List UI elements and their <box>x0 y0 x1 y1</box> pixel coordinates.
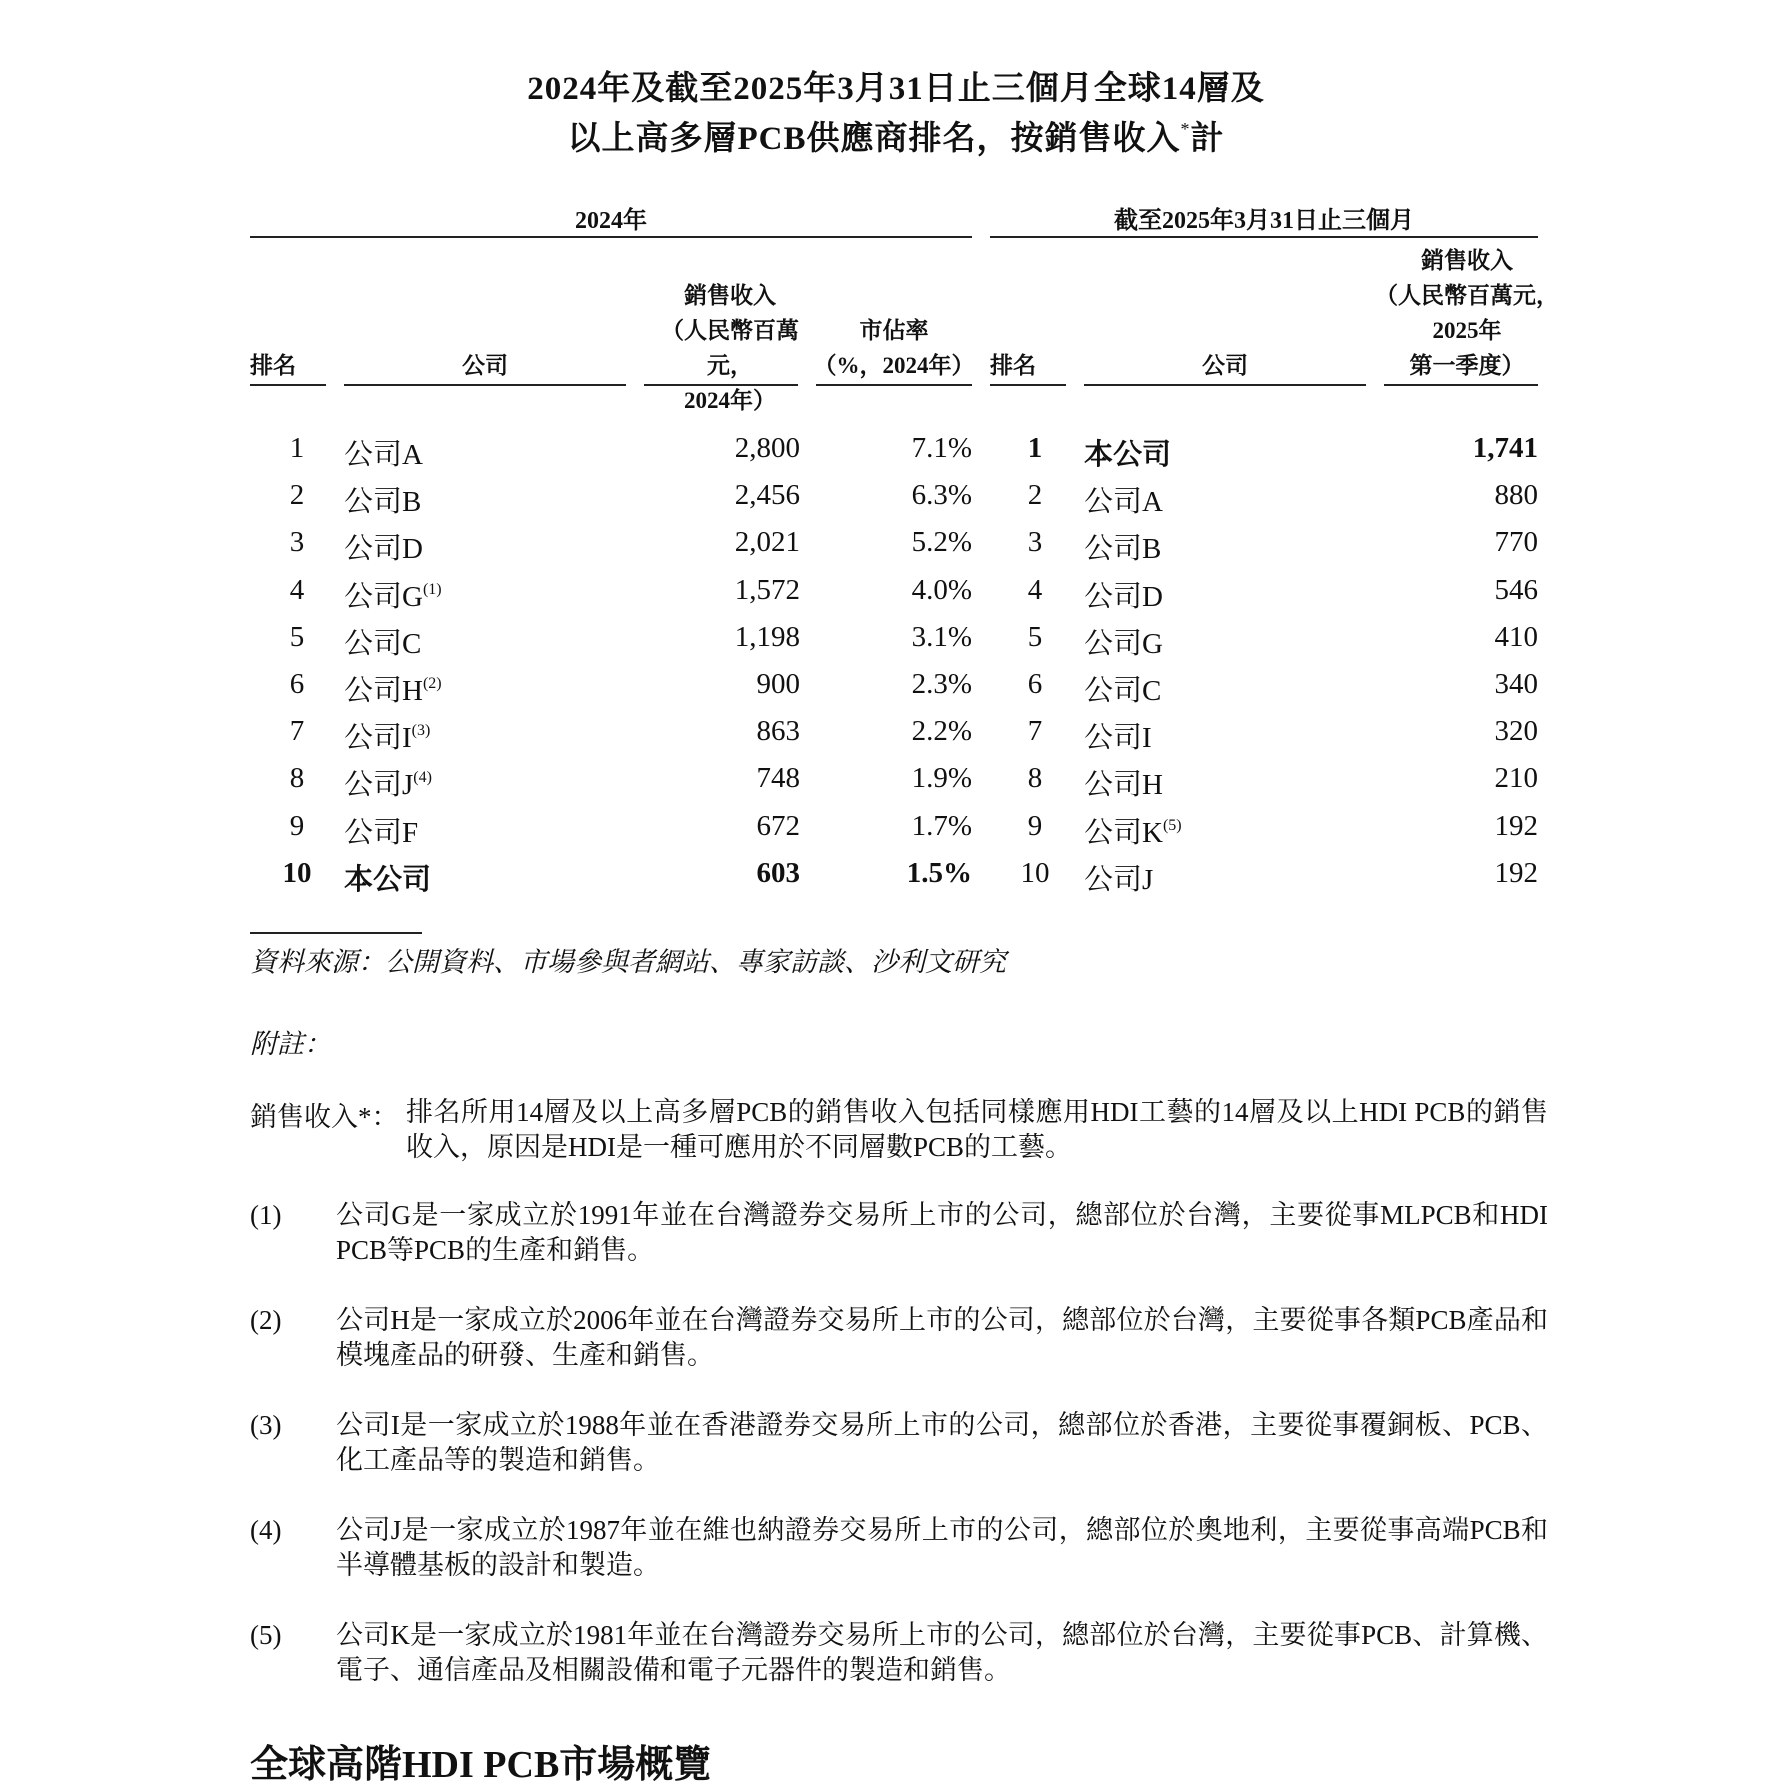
table-row <box>0 857 1792 903</box>
revenue-2024-text: 2,800 <box>734 432 800 464</box>
market-share-2024-text: 6.3% <box>911 479 972 512</box>
company-2024 <box>344 762 594 803</box>
table-row <box>0 574 1792 620</box>
revenue-2024-text: 603 <box>756 856 800 889</box>
col-header-company-left: 公司 <box>462 353 508 378</box>
market-share-2024 <box>812 432 972 465</box>
table-row <box>0 432 1792 478</box>
market-share-2024 <box>812 810 972 843</box>
col-header-share <box>812 313 976 383</box>
rank-q1-2025 <box>1000 810 1070 843</box>
market-share-2024-text: 1.9% <box>911 762 972 795</box>
company-2024-text: 公司H <box>344 675 423 707</box>
company-q1-2025-text: 公司D <box>1084 580 1163 613</box>
revenue-q1-2025-text: 880 <box>1494 479 1538 512</box>
group-rule-left <box>250 236 972 238</box>
footnote-marker: (1) <box>422 580 442 598</box>
table-row <box>0 621 1792 667</box>
company-q1-2025 <box>1084 526 1334 567</box>
revenue-2024 <box>640 621 800 654</box>
title-asterisk: * <box>1180 119 1191 139</box>
table-title-line-1: 2024年及截至2025年3月31日止三個月全球14層及 <box>527 71 1265 107</box>
revenue-2024-text: 1,198 <box>734 620 800 653</box>
source-note: 資料來源：公開資料、市場參與者網站、專家訪談、沙利文研究 <box>250 947 1006 977</box>
footnote-item <box>250 1513 1548 1585</box>
company-q1-2025 <box>1084 857 1334 898</box>
revenue-2024 <box>640 762 800 795</box>
revenue-2024-text: 900 <box>756 668 800 700</box>
rank-q1-2025-text: 2 <box>1027 479 1043 512</box>
header-rule-revenue-left <box>644 384 798 386</box>
col-header-share-l2: （%，2024年） <box>813 353 975 378</box>
company-2024 <box>344 810 594 851</box>
revenue-2024-text: 748 <box>756 762 800 795</box>
footnote-number: (5) <box>250 1620 282 1650</box>
footnote-text: 公司J是一家成立於1987年並在維也納證券交易所上市的公司，總部位於奧地利，主要從事高端PCB和半導體基板的設計和製造。 <box>336 1515 1548 1580</box>
company-q1-2025-text: 本公司 <box>1084 439 1172 471</box>
col-header-revenue-left-l1: 銷售收入 <box>684 283 776 308</box>
rank-2024-text: 8 <box>289 762 305 795</box>
company-2024 <box>344 621 594 662</box>
table-row <box>0 762 1792 808</box>
col-header-revenue-right <box>1374 243 1560 383</box>
revenue-q1-2025-text: 210 <box>1494 762 1538 795</box>
revenue-2024 <box>640 810 800 843</box>
company-q1-2025 <box>1084 762 1334 803</box>
revenue-2024 <box>640 526 800 559</box>
rank-2024-text: 2 <box>289 479 305 512</box>
rank-q1-2025 <box>1000 432 1070 465</box>
company-q1-2025 <box>1084 432 1334 473</box>
company-q1-2025-text: 公司K <box>1084 816 1163 849</box>
footnote-marker: (3) <box>411 722 431 740</box>
footnote-marker: (5) <box>1162 816 1182 834</box>
rank-q1-2025 <box>1000 762 1070 795</box>
revenue-q1-2025-text: 320 <box>1494 715 1538 748</box>
company-2024 <box>344 715 594 756</box>
market-share-2024 <box>812 621 972 654</box>
company-q1-2025-text: 公司H <box>1084 769 1163 802</box>
revenue-2024 <box>640 668 800 701</box>
note-star-label: 銷售收入*： <box>250 1102 399 1132</box>
company-2024 <box>344 526 594 567</box>
footnote-text: 公司I是一家成立於1988年並在香港證券交易所上市的公司，總部位於香港，主要從事覆銅板、PCB、化工產品等的製造和銷售。 <box>336 1410 1548 1475</box>
company-q1-2025-text: 公司A <box>1084 486 1163 519</box>
company-q1-2025-text: 公司B <box>1084 533 1162 566</box>
revenue-q1-2025 <box>1378 668 1538 701</box>
rank-q1-2025 <box>1000 479 1070 512</box>
col-header-revenue-right-l2: （人民幣百萬元， <box>1375 283 1559 308</box>
rank-q1-2025-text: 8 <box>1027 762 1043 795</box>
revenue-q1-2025 <box>1378 857 1538 890</box>
footnote-item <box>250 1618 1548 1690</box>
table-row <box>0 715 1792 761</box>
company-q1-2025 <box>1084 479 1334 520</box>
revenue-q1-2025-text: 192 <box>1494 856 1538 889</box>
company-2024-text: 公司A <box>344 439 423 471</box>
market-share-2024-text: 1.5% <box>906 856 972 889</box>
table-row <box>0 810 1792 856</box>
market-share-2024-text: 4.0% <box>911 573 972 606</box>
revenue-q1-2025 <box>1378 526 1538 559</box>
rank-2024 <box>262 621 332 654</box>
rank-2024-text: 4 <box>289 573 305 606</box>
company-2024 <box>344 668 594 709</box>
rank-q1-2025-text: 1 <box>1027 432 1043 464</box>
rank-2024 <box>262 762 332 795</box>
table-row <box>0 479 1792 525</box>
revenue-q1-2025 <box>1378 479 1538 512</box>
footnote-number: (2) <box>250 1305 282 1335</box>
rank-q1-2025-text: 5 <box>1027 620 1043 653</box>
market-share-2024-text: 3.1% <box>911 620 972 653</box>
rank-2024 <box>262 479 332 512</box>
company-2024-text: 公司C <box>344 627 422 660</box>
company-q1-2025-text: 公司G <box>1084 627 1163 660</box>
footnote-number: (4) <box>250 1515 282 1545</box>
company-q1-2025 <box>1084 621 1334 662</box>
market-share-2024 <box>812 479 972 512</box>
market-share-2024 <box>812 715 972 748</box>
market-share-2024 <box>812 526 972 559</box>
revenue-2024 <box>640 432 800 465</box>
header-rule-company-right <box>1084 384 1366 386</box>
rank-2024 <box>262 668 332 701</box>
market-share-2024 <box>812 668 972 701</box>
col-header-revenue-right-l4: 第一季度） <box>1409 353 1525 378</box>
revenue-q1-2025-text: 770 <box>1494 526 1538 559</box>
company-2024 <box>344 479 594 520</box>
revenue-q1-2025-text: 192 <box>1494 809 1538 842</box>
rank-2024 <box>262 857 332 890</box>
rank-2024 <box>262 432 332 465</box>
revenue-2024-text: 672 <box>756 809 800 842</box>
revenue-2024 <box>640 574 800 607</box>
company-2024-text: 本公司 <box>344 863 432 896</box>
revenue-2024-text: 1,572 <box>734 573 800 606</box>
header-rule-company-left <box>344 384 626 386</box>
revenue-2024 <box>640 857 800 890</box>
group-header-q1-2025: 截至2025年3月31日止三個月 <box>1114 208 1414 234</box>
footnote-item <box>250 1198 1548 1270</box>
header-rule-rank-left <box>250 384 326 386</box>
company-q1-2025-text: 公司J <box>1084 863 1154 896</box>
rank-q1-2025 <box>1000 526 1070 559</box>
rank-2024 <box>262 526 332 559</box>
rank-2024 <box>262 574 332 607</box>
revenue-2024-text: 863 <box>756 715 800 748</box>
notes-title: 附註： <box>250 1029 331 1059</box>
footnote-number: (3) <box>250 1410 282 1440</box>
col-header-revenue-left-l3: 2024年） <box>684 388 776 413</box>
company-2024 <box>344 857 594 898</box>
revenue-2024 <box>640 479 800 512</box>
company-2024-text: 公司D <box>344 533 423 566</box>
table-row <box>0 526 1792 572</box>
revenue-q1-2025-text: 340 <box>1494 668 1538 700</box>
revenue-q1-2025 <box>1378 574 1538 607</box>
rank-2024-text: 1 <box>289 432 305 464</box>
header-rule-share <box>816 384 972 386</box>
group-rule-right <box>990 236 1538 238</box>
footnote-text: 公司K是一家成立於1981年並在台灣證券交易所上市的公司，總部位於台灣，主要從事PCB、計算機、電子、通信產品及相關設備和電子元器件的製造和銷售。 <box>336 1620 1548 1685</box>
footnote-text: 公司H是一家成立於2006年並在台灣證券交易所上市的公司，總部位於台灣，主要從事各類PCB產品和模塊產品的研發、生產和銷售。 <box>336 1305 1548 1370</box>
company-2024 <box>344 432 594 473</box>
company-2024-text: 公司G <box>344 580 423 613</box>
revenue-2024-text: 2,021 <box>734 526 800 559</box>
market-share-2024 <box>812 574 972 607</box>
company-2024-text: 公司B <box>344 486 422 519</box>
group-header-2024: 2024年 <box>575 208 647 234</box>
rank-q1-2025 <box>1000 574 1070 607</box>
header-rule-rank-right <box>990 384 1066 386</box>
revenue-2024 <box>640 715 800 748</box>
col-header-revenue-left <box>640 278 820 418</box>
revenue-q1-2025-text: 410 <box>1494 620 1538 653</box>
revenue-2024-text: 2,456 <box>734 479 800 512</box>
col-header-share-l1: 市佔率 <box>859 318 929 343</box>
footnote-text: 公司G是一家成立於1991年並在台灣證券交易所上市的公司，總部位於台灣，主要從事MLPCB和HDI PCB等PCB的生產和銷售。 <box>336 1200 1548 1265</box>
company-q1-2025 <box>1084 668 1334 709</box>
title-line-2-text: 以上高多層PCB供應商排名，按銷售收入 <box>567 121 1181 157</box>
rank-2024-text: 5 <box>289 620 305 653</box>
header-rule-revenue-right <box>1384 384 1538 386</box>
col-header-company-right: 公司 <box>1202 353 1248 378</box>
rank-q1-2025-text: 9 <box>1027 809 1043 842</box>
revenue-q1-2025-text: 1,741 <box>1472 432 1538 464</box>
rank-q1-2025 <box>1000 857 1070 890</box>
rank-q1-2025-text: 6 <box>1027 668 1043 700</box>
company-q1-2025 <box>1084 715 1334 756</box>
company-2024 <box>344 574 594 615</box>
rank-2024-text: 9 <box>289 809 305 842</box>
rank-2024 <box>262 715 332 748</box>
market-share-2024-text: 7.1% <box>911 432 972 464</box>
rank-q1-2025-text: 10 <box>1020 856 1050 889</box>
market-share-2024-text: 2.3% <box>911 668 972 700</box>
company-q1-2025-text: 公司C <box>1084 675 1162 707</box>
revenue-q1-2025 <box>1378 762 1538 795</box>
company-q1-2025-text: 公司I <box>1084 722 1152 755</box>
section-heading-next: 全球高階HDI PCB市場概覽 <box>250 1744 712 1786</box>
market-share-2024-text: 5.2% <box>911 526 972 559</box>
rank-2024-text: 10 <box>282 856 312 889</box>
rank-q1-2025-text: 4 <box>1027 573 1043 606</box>
source-divider <box>250 932 422 934</box>
rank-q1-2025 <box>1000 668 1070 701</box>
company-2024-text: 公司J <box>344 769 414 802</box>
company-q1-2025 <box>1084 810 1334 851</box>
footnote-marker: (4) <box>413 769 432 787</box>
revenue-q1-2025 <box>1378 432 1538 465</box>
company-q1-2025 <box>1084 574 1334 615</box>
table-title-line-2 <box>0 112 1792 159</box>
revenue-q1-2025 <box>1378 810 1538 843</box>
market-share-2024-text: 1.7% <box>911 809 972 842</box>
table-row <box>0 668 1792 714</box>
rank-2024-text: 7 <box>289 715 305 748</box>
rank-2024 <box>262 810 332 843</box>
revenue-q1-2025 <box>1378 621 1538 654</box>
rank-q1-2025-text: 7 <box>1027 715 1043 748</box>
col-header-revenue-right-l1: 銷售收入 <box>1421 248 1513 273</box>
col-header-revenue-left-l2: （人民幣百萬元， <box>661 318 799 378</box>
market-share-2024-text: 2.2% <box>911 715 972 748</box>
rank-q1-2025-text: 3 <box>1027 526 1043 559</box>
rank-q1-2025 <box>1000 621 1070 654</box>
revenue-q1-2025-text: 546 <box>1494 573 1538 606</box>
note-star-text: 排名所用14層及以上高多層PCB的銷售收入包括同樣應用HDI工藝的14層及以上HDI PCB的銷售收入，原因是HDI是一種可應用於不同層數PCB的工藝。 <box>406 1097 1548 1162</box>
company-2024-text: 公司F <box>344 816 419 849</box>
market-share-2024 <box>812 762 972 795</box>
footnote-number: (1) <box>250 1200 282 1230</box>
rank-q1-2025 <box>1000 715 1070 748</box>
col-header-revenue-right-l3: 2025年 <box>1432 318 1502 343</box>
title-line-2-suffix: 計 <box>1190 121 1225 157</box>
footnote-item <box>250 1408 1548 1480</box>
footnote-item <box>250 1303 1548 1375</box>
company-2024-text: 公司I <box>344 722 412 755</box>
footnote-marker: (2) <box>422 675 442 692</box>
market-share-2024 <box>812 857 972 890</box>
col-header-rank-left: 排名 <box>250 353 296 378</box>
col-header-rank-right: 排名 <box>990 353 1036 378</box>
rank-2024-text: 6 <box>289 668 305 700</box>
rank-2024-text: 3 <box>289 526 305 559</box>
revenue-q1-2025 <box>1378 715 1538 748</box>
